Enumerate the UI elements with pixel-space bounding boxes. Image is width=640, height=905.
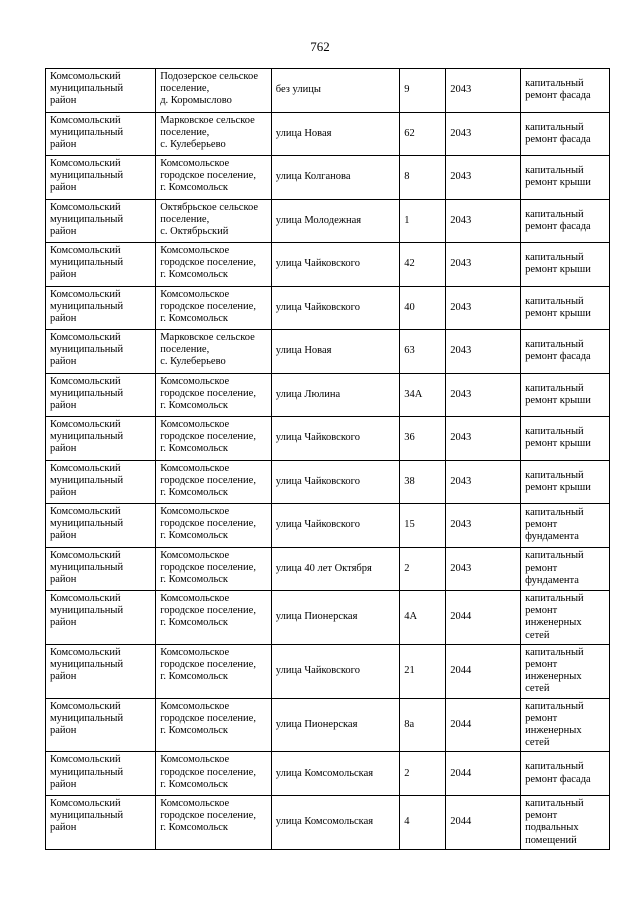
district-cell: [46, 69, 156, 113]
street-text: улица Чайковского: [275, 258, 360, 270]
settlement-text: Комсомольское городское поселение, г. Комсомольск: [160, 245, 256, 281]
house-number-text: 42: [404, 258, 415, 270]
year-text: 2043: [450, 171, 472, 183]
settlement-cell: [156, 752, 272, 796]
district-cell: [46, 373, 156, 417]
district-cell: [46, 112, 156, 156]
house-number-text: 36: [404, 432, 415, 444]
street-cell: [271, 504, 399, 548]
year-cell: [446, 69, 521, 113]
work-type-cell: [521, 112, 610, 156]
work-type-text: капитальный ремонт крыши: [525, 165, 591, 189]
district-text: Комсомольский муниципальный район: [50, 375, 124, 411]
work-type-text: капитальный ремонт фундамента: [525, 550, 584, 586]
street-text: улица Молодежная: [275, 214, 362, 226]
street-text: улица 40 лет Октября: [275, 562, 372, 574]
year-cell: [446, 752, 521, 796]
work-type-cell: [521, 373, 610, 417]
house-number-cell: [400, 698, 446, 752]
settlement-text: Комсомольское городское поселение, г. Комсомольск: [160, 593, 256, 629]
house-number-cell: [400, 69, 446, 113]
settlement-cell: [156, 698, 272, 752]
house-number-cell: [400, 752, 446, 796]
settlement-text: Комсомольское городское поселение, г. Комсомольск: [160, 700, 256, 737]
street-cell: [271, 199, 399, 243]
work-type-cell: [521, 460, 610, 504]
year-cell: [446, 417, 521, 461]
street-cell: [271, 330, 399, 374]
district-cell: [46, 243, 156, 287]
year-text: 2043: [450, 562, 472, 574]
table-row: [46, 644, 610, 698]
settlement-cell: [156, 591, 272, 645]
district-text: Комсомольский муниципальный район: [50, 419, 124, 455]
house-number-cell: [400, 644, 446, 698]
district-text: Комсомольский муниципальный район: [50, 506, 124, 542]
street-cell: [271, 243, 399, 287]
year-cell: [446, 504, 521, 548]
settlement-cell: [156, 330, 272, 374]
year-cell: [446, 199, 521, 243]
district-text: Комсомольский муниципальный район: [50, 158, 124, 194]
work-type-text: капитальный ремонт фундамента: [525, 506, 584, 543]
settlement-cell: [156, 547, 272, 591]
house-number-text: 1: [404, 214, 410, 226]
table-row: [46, 330, 610, 374]
house-number-cell: [400, 373, 446, 417]
table-row: [46, 460, 610, 504]
house-number-text: 15: [404, 519, 415, 531]
settlement-cell: [156, 373, 272, 417]
year-cell: [446, 644, 521, 698]
table-row: [46, 698, 610, 752]
work-type-text: капитальный ремонт крыши: [525, 295, 591, 319]
year-cell: [446, 698, 521, 752]
street-text: улица Пионерская: [275, 718, 358, 730]
settlement-text: Комсомольское городское поселение, г. Комсомольск: [160, 288, 256, 324]
district-text: Комсомольский муниципальный район: [50, 646, 124, 683]
settlement-text: Комсомольское городское поселение, г. Комсомольск: [160, 797, 256, 834]
district-cell: [46, 504, 156, 548]
work-type-text: капитальный ремонт фасада: [525, 761, 591, 785]
table-row: [46, 752, 610, 796]
street-cell: [271, 591, 399, 645]
settlement-text: Комсомольское городское поселение, г. Комсомольск: [160, 646, 256, 683]
table-row: [46, 547, 610, 591]
work-type-cell: [521, 752, 610, 796]
house-number-cell: [400, 795, 446, 849]
street-cell: [271, 644, 399, 698]
settlement-text: Комсомольское городское поселение, г. Комсомольск: [160, 419, 256, 455]
district-cell: [46, 547, 156, 591]
work-type-cell: [521, 591, 610, 645]
settlement-cell: [156, 112, 272, 156]
settlement-cell: [156, 69, 272, 113]
street-cell: [271, 112, 399, 156]
work-type-text: капитальный ремонт инженерных сетей: [525, 700, 584, 749]
house-number-text: 34А: [404, 388, 423, 400]
street-text: улица Чайковского: [275, 432, 360, 444]
year-text: 2043: [450, 519, 472, 531]
year-text: 2043: [450, 432, 472, 444]
work-type-cell: [521, 69, 610, 113]
street-cell: [271, 795, 399, 849]
district-text: Комсомольский муниципальный район: [50, 797, 124, 834]
district-text: Комсомольский муниципальный район: [50, 201, 124, 237]
street-cell: [271, 752, 399, 796]
table-body: [46, 69, 610, 850]
year-cell: [446, 373, 521, 417]
repair-schedule-table: [45, 68, 610, 850]
settlement-cell: [156, 243, 272, 287]
table-row: [46, 373, 610, 417]
street-text: улица Комсомольская: [275, 767, 374, 779]
table-row: [46, 504, 610, 548]
year-text: 2043: [450, 84, 472, 96]
year-cell: [446, 330, 521, 374]
table-row: [46, 795, 610, 849]
work-type-text: капитальный ремонт фасада: [525, 78, 591, 102]
district-cell: [46, 460, 156, 504]
house-number-text: 2: [404, 767, 410, 779]
street-cell: [271, 547, 399, 591]
year-text: 2043: [450, 345, 472, 357]
district-cell: [46, 199, 156, 243]
work-type-text: капитальный ремонт крыши: [525, 426, 591, 450]
work-type-text: капитальный ремонт фасада: [525, 121, 591, 145]
work-type-cell: [521, 243, 610, 287]
work-type-cell: [521, 698, 610, 752]
settlement-cell: [156, 795, 272, 849]
work-type-text: капитальный ремонт крыши: [525, 469, 591, 493]
house-number-cell: [400, 547, 446, 591]
work-type-text: капитальный ремонт фасада: [525, 208, 591, 232]
district-cell: [46, 644, 156, 698]
settlement-cell: [156, 156, 272, 200]
street-cell: [271, 156, 399, 200]
work-type-text: капитальный ремонт фасада: [525, 339, 591, 363]
year-cell: [446, 286, 521, 330]
settlement-cell: [156, 504, 272, 548]
work-type-cell: [521, 156, 610, 200]
year-text: 2044: [450, 767, 472, 779]
district-cell: [46, 698, 156, 752]
page-number: 762: [310, 39, 330, 54]
year-text: 2044: [450, 611, 472, 623]
house-number-text: 2: [404, 562, 410, 574]
street-text: улица Новая: [275, 127, 332, 139]
settlement-text: Комсомольское городское поселение, г. Комсомольск: [160, 549, 256, 585]
house-number-cell: [400, 504, 446, 548]
table-row: [46, 156, 610, 200]
settlement-text: Комсомольское городское поселение, г. Комсомольск: [160, 158, 256, 194]
house-number-cell: [400, 460, 446, 504]
work-type-text: капитальный ремонт подвальных помещений: [525, 797, 584, 846]
house-number-cell: [400, 591, 446, 645]
settlement-text: Комсомольское городское поселение, г. Комсомольск: [160, 375, 256, 411]
house-number-cell: [400, 243, 446, 287]
settlement-cell: [156, 199, 272, 243]
year-text: 2044: [450, 816, 472, 828]
year-text: 2043: [450, 301, 472, 313]
district-text: Комсомольский муниципальный район: [50, 754, 124, 790]
work-type-text: капитальный ремонт крыши: [525, 382, 591, 406]
settlement-text: Марковское сельское поселение, с. Кулеберьево: [160, 114, 255, 150]
street-text: улица Новая: [275, 345, 332, 357]
house-number-text: 9: [404, 84, 410, 96]
settlement-cell: [156, 417, 272, 461]
year-text: 2043: [450, 258, 472, 270]
district-cell: [46, 795, 156, 849]
year-text: 2043: [450, 475, 472, 487]
year-cell: [446, 243, 521, 287]
year-text: 2043: [450, 388, 472, 400]
work-type-cell: [521, 504, 610, 548]
settlement-text: Подозерское сельское поселение, д. Коромыслово: [160, 71, 259, 107]
work-type-cell: [521, 199, 610, 243]
street-text: улица Люлина: [275, 388, 341, 400]
house-number-cell: [400, 156, 446, 200]
year-cell: [446, 591, 521, 645]
district-cell: [46, 156, 156, 200]
year-cell: [446, 156, 521, 200]
district-text: Комсомольский муниципальный район: [50, 288, 124, 324]
house-number-text: 38: [404, 475, 415, 487]
work-type-cell: [521, 547, 610, 591]
house-number-text: 63: [404, 345, 415, 357]
district-text: Комсомольский муниципальный район: [50, 700, 124, 737]
table-row: [46, 69, 610, 113]
street-text: улица Комсомольская: [275, 816, 374, 828]
settlement-text: Комсомольское городское поселение, г. Комсомольск: [160, 754, 256, 790]
street-cell: [271, 69, 399, 113]
house-number-text: 4: [404, 816, 410, 828]
settlement-cell: [156, 286, 272, 330]
house-number-cell: [400, 199, 446, 243]
work-type-text: капитальный ремонт инженерных сетей: [525, 646, 584, 695]
district-cell: [46, 286, 156, 330]
year-text: 2043: [450, 214, 472, 226]
year-text: 2044: [450, 718, 472, 730]
district-text: Комсомольский муниципальный район: [50, 114, 124, 150]
settlement-text: Комсомольское городское поселение, г. Комсомольск: [160, 506, 256, 542]
district-text: Комсомольский муниципальный район: [50, 245, 124, 281]
street-text: без улицы: [275, 84, 321, 96]
work-type-cell: [521, 330, 610, 374]
year-cell: [446, 112, 521, 156]
street-text: улица Чайковского: [275, 665, 360, 677]
settlement-cell: [156, 644, 272, 698]
year-cell: [446, 795, 521, 849]
house-number-cell: [400, 112, 446, 156]
district-text: Комсомольский муниципальный район: [50, 332, 124, 368]
table-row: [46, 243, 610, 287]
work-type-text: капитальный ремонт крыши: [525, 252, 591, 276]
table-row: [46, 417, 610, 461]
street-cell: [271, 417, 399, 461]
district-text: Комсомольский муниципальный район: [50, 549, 124, 585]
street-text: улица Колганова: [275, 171, 351, 183]
street-cell: [271, 460, 399, 504]
table-row: [46, 591, 610, 645]
street-cell: [271, 286, 399, 330]
work-type-text: капитальный ремонт инженерных сетей: [525, 593, 584, 641]
district-text: Комсомольский муниципальный район: [50, 71, 124, 107]
district-cell: [46, 330, 156, 374]
year-text: 2043: [450, 127, 472, 139]
street-text: улица Чайковского: [275, 519, 360, 531]
house-number-text: 4А: [404, 611, 418, 623]
settlement-text: Комсомольское городское поселение, г. Комсомольск: [160, 462, 256, 498]
house-number-text: 8: [404, 171, 410, 183]
table-row: [46, 286, 610, 330]
work-type-cell: [521, 795, 610, 849]
district-text: Комсомольский муниципальный район: [50, 593, 124, 629]
street-text: улица Чайковского: [275, 301, 360, 313]
settlement-text: Октябрьское сельское поселение, с. Октябрьский: [160, 201, 259, 237]
year-text: 2044: [450, 665, 472, 677]
street-cell: [271, 373, 399, 417]
year-cell: [446, 547, 521, 591]
house-number-text: 21: [404, 665, 415, 677]
district-cell: [46, 417, 156, 461]
work-type-cell: [521, 417, 610, 461]
table-row: [46, 112, 610, 156]
year-cell: [446, 460, 521, 504]
district-text: Комсомольский муниципальный район: [50, 462, 124, 498]
settlement-text: Марковское сельское поселение, с. Кулеберьево: [160, 332, 255, 368]
house-number-cell: [400, 330, 446, 374]
house-number-text: 8а: [404, 718, 415, 730]
settlement-cell: [156, 460, 272, 504]
table-row: [46, 199, 610, 243]
street-text: улица Чайковского: [275, 475, 360, 487]
district-cell: [46, 591, 156, 645]
house-number-text: 62: [404, 127, 415, 139]
work-type-cell: [521, 286, 610, 330]
house-number-cell: [400, 417, 446, 461]
district-cell: [46, 752, 156, 796]
work-type-cell: [521, 644, 610, 698]
house-number-cell: [400, 286, 446, 330]
street-cell: [271, 698, 399, 752]
street-text: улица Пионерская: [275, 611, 358, 623]
house-number-text: 40: [404, 301, 415, 313]
